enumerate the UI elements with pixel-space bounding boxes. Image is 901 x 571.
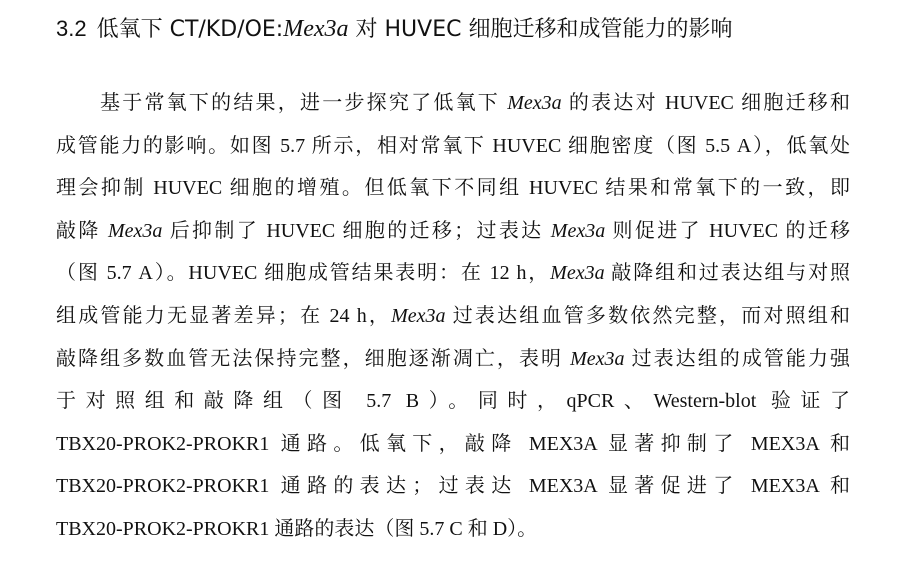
text-run: 过表达组的成管能力强 <box>624 347 851 370</box>
gene-name-italic: Mex3a <box>570 347 625 370</box>
gene-name-italic: Mex3a <box>550 262 605 285</box>
gene-name-italic: Mex3a <box>107 219 163 242</box>
text-run: 基于常氧下的结果，进一步探究了低氧下 <box>100 92 508 114</box>
gene-name-italic: Mex3a <box>507 92 562 114</box>
text-run: 过表达组血管多数依然完整，而对照组和 <box>445 304 851 327</box>
gene-name-italic: Mex3a <box>550 219 606 242</box>
text-run: 敲降组多数血管无法保持完整，细胞逐渐凋亡，表明 <box>56 347 571 370</box>
paragraph-line <box>56 295 850 338</box>
paragraph-line <box>56 252 850 295</box>
text-run: 则促进了 HUVEC 的迁移 <box>605 219 851 242</box>
paragraph-line <box>56 465 850 508</box>
body-paragraph <box>56 82 850 551</box>
gene-name-italic: Mex3a <box>391 304 446 327</box>
section-heading <box>56 12 856 47</box>
text-run: TBX20-PROK2-PROKR1 通路。低氧下，敲降 MEX3A 显著抑制了 MEX3A 和 <box>56 432 850 455</box>
paragraph-line <box>56 338 850 381</box>
text-run: （图 5.7 A）。HUVEC 细胞成管结果表明：在 12 h， <box>56 262 551 285</box>
text-run: 组成管能力无显著差异；在 24 h， <box>56 304 392 327</box>
paragraph-line <box>56 380 850 423</box>
text-run: 敲降组和过表达组与对照 <box>604 262 850 285</box>
section-number: 3.2 <box>56 16 87 41</box>
text-run: 的表达对 HUVEC 细胞迁移和 <box>561 92 851 114</box>
text-run: TBX20-PROK2-PROKR1 通路的表达；过表达 MEX3A 显著促进了 MEX3A 和 <box>56 475 850 498</box>
text-run: 成管能力的影响。如图 5.7 所示，相对常氧下 HUVEC 细胞密度（图 5.5 A），低氧处 <box>56 134 850 157</box>
text-run: 于对照组和敲降组（图 5.7 B）。同时，qPCR、Western-blot 验证了 <box>56 390 850 413</box>
paragraph-line <box>56 210 850 253</box>
paragraph-line <box>56 167 850 210</box>
paragraph-line <box>56 423 850 466</box>
section-title-suffix: 对 HUVEC 细胞迁移和成管能力的影响 <box>348 17 733 42</box>
paragraph-line <box>56 82 850 125</box>
text-run: 敲降 <box>56 219 108 242</box>
text-run: 理会抑制 HUVEC 细胞的增殖。但低氧下不同组 HUVEC 结果和常氧下的一致，即 <box>56 177 850 200</box>
section-title-prefix: 低氧下 CT/KD/OE: <box>96 17 284 42</box>
paragraph-line <box>56 508 850 551</box>
text-run: 后抑制了 HUVEC 细胞的迁移；过表达 <box>162 219 551 242</box>
paragraph-line <box>56 125 850 168</box>
text-run: TBX20-PROK2-PROKR1 通路的表达（图 5.7 C 和 D）。 <box>56 517 538 540</box>
section-title-gene: Mex3a <box>283 16 349 42</box>
